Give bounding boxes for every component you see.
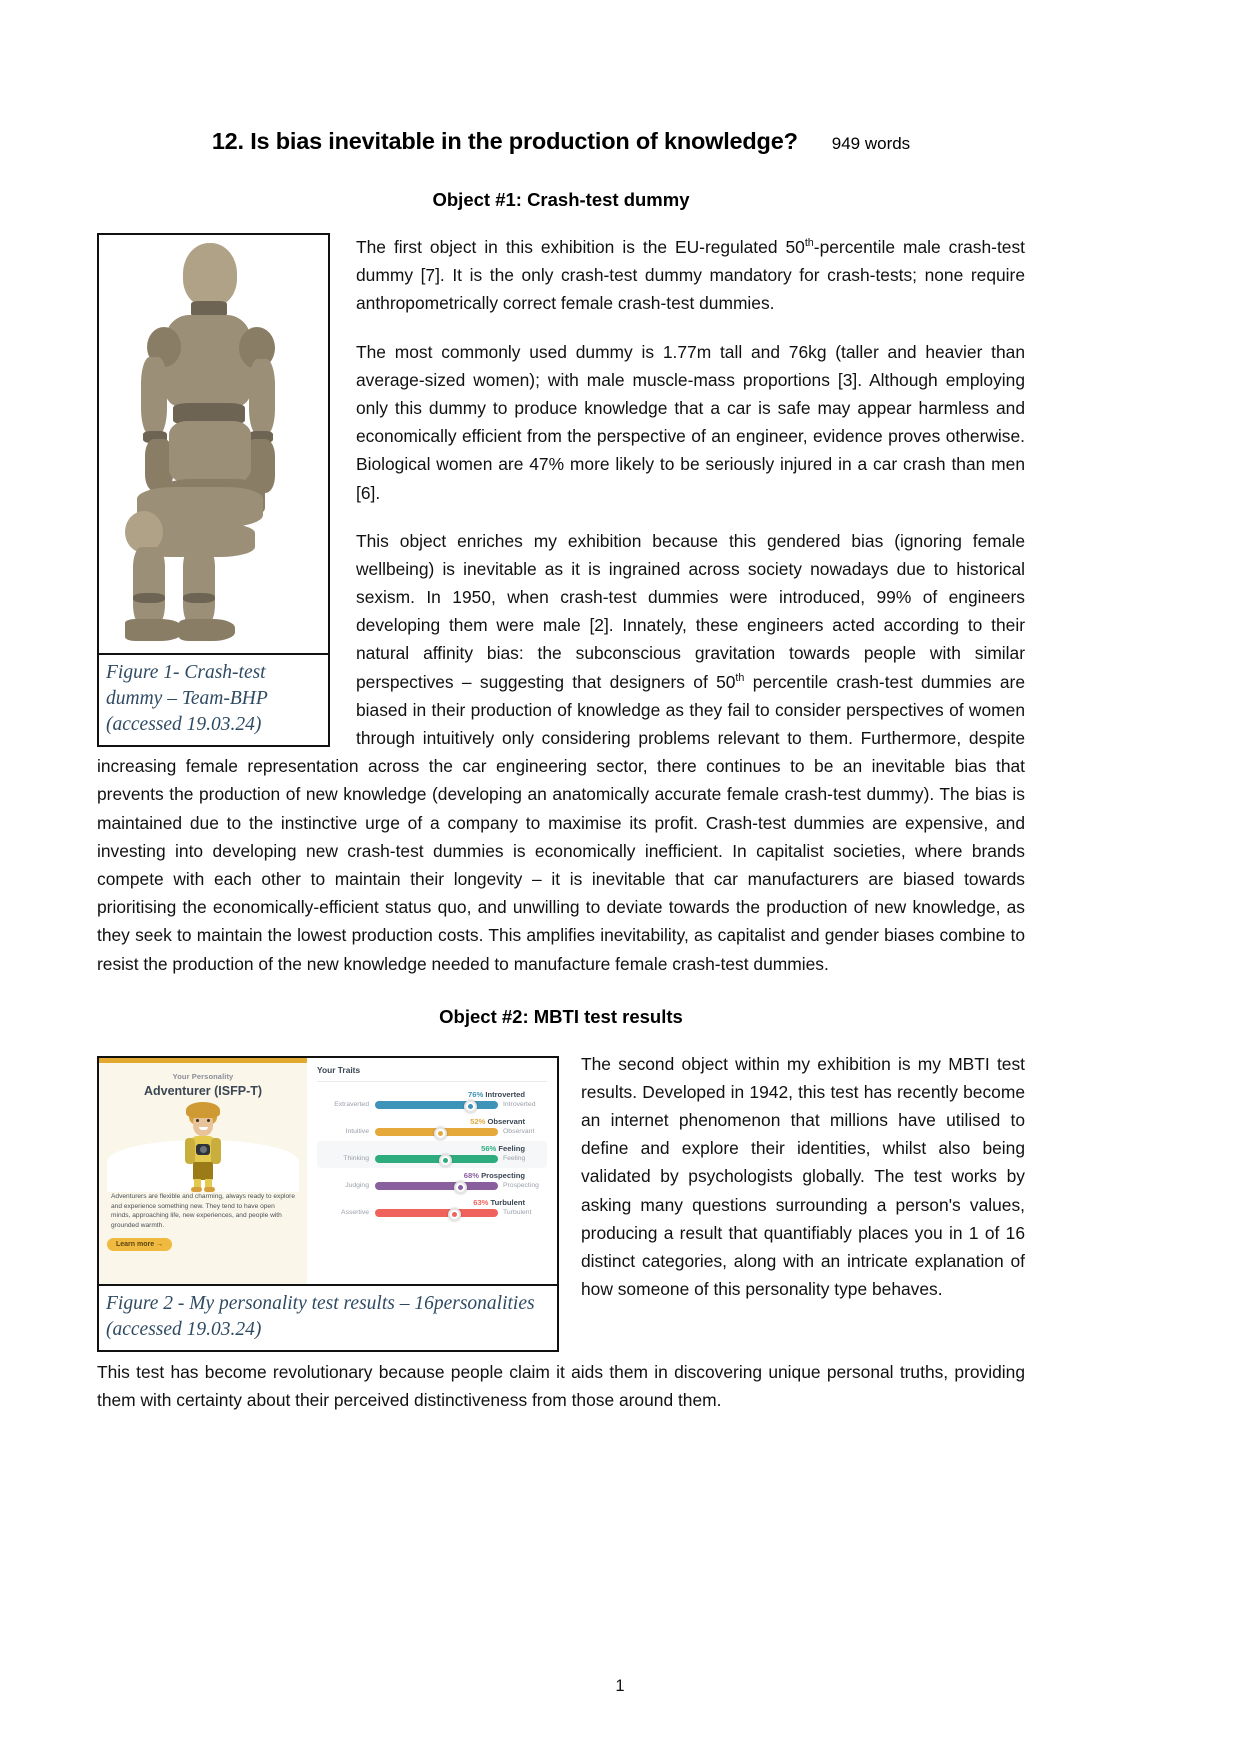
trait-slider-knob[interactable] xyxy=(434,1127,447,1140)
trait-left-label: Thinking xyxy=(343,1155,369,1163)
ordinal-suffix-1: th xyxy=(804,237,814,250)
paragraph-3-part-b: percentile crash-test dummies are biased in their production of knowledge as they fail to consider perspectives of women through intuitively only considering problems relevant to them. Furthermore, despite increasing female representation across the car engineering sector, there continues to be an inevitable bias that prevents the production of new knowledge (developing an anatomically accurate female crash-test dummy). The bias is maintained due to the instinctive urge of a company to maximise its profit. Crash-test dummies are expensive, and investing into developing new crash-test dummies is economically inefficient. In capitalist societies, where brands compete with each other to maintain their longevity – it is inevitable that car manufacturers are biased towards prioritising the economically-efficient status quo, and unwilling to deviate towards the production of new knowledge, as they seek to maintain the lowest production costs. This amplifies inevitability, as capitalist and gender biases combine to resist the production of the new knowledge needed to manufacture female crash-test dummies. xyxy=(97,671,1025,974)
ordinal-suffix-2: th xyxy=(735,671,745,684)
traits-list xyxy=(317,1087,547,1222)
trait-percent-label: Turbulent xyxy=(490,1197,525,1207)
trait-percent-value: 76% xyxy=(468,1089,486,1099)
mbti-screenshot xyxy=(99,1058,557,1286)
trait-percent-label: Prospecting xyxy=(481,1170,525,1180)
paragraph-3-part-a: This object enriches my exhibition because this gendered bias (ignoring female wellbeing) is inevitable as it is ingrained across society nowadays due to historical sexism. In 1950, when crash-test dummies were introduced, 99% of engineers developing them were male [2]. Innately, these engineers acted according to their natural affinity bias: the subconscious gravitation towards people with similar perspectives – suggesting that designers of 50 xyxy=(356,530,1025,692)
trait-left-label: Assertive xyxy=(341,1209,369,1217)
trait-percent-label: Feeling xyxy=(498,1143,525,1153)
trait-percent-readout xyxy=(317,1198,547,1207)
trait-right-label: Introverted xyxy=(503,1101,536,1109)
trait-percent-value: 63% xyxy=(473,1197,491,1207)
page-number: 1 xyxy=(615,1677,625,1695)
trait-row xyxy=(317,1141,547,1168)
trait-left-label: Intuitive xyxy=(345,1128,369,1136)
trait-percent-readout xyxy=(317,1117,547,1126)
paragraph-1-part-a: The first object in this exhibition is the EU-regulated 50 xyxy=(356,237,805,257)
paragraph-4: The second object within my exhibition is my MBTI test results. Developed in 1942, this test has recently become an internet phenomenon that millions have utilised to define and explore their identities, whilst also being validated by psychologists globally. The test works by asking many questions surrounding a person's values, producing a result that quantifiably places you in 1 of 16 distinct categories, along with an intricate explanation of how someone of this personality type behaves. xyxy=(581,1053,1025,1300)
trait-slider[interactable] xyxy=(375,1209,498,1217)
word-count: 949 words xyxy=(831,134,911,153)
dummy-illustration xyxy=(99,235,328,653)
trait-slider-knob[interactable] xyxy=(439,1154,452,1167)
figure-2 xyxy=(97,1056,559,1352)
page-title: 12. Is bias inevitable in the production of knowledge? xyxy=(211,128,798,154)
trait-slider[interactable] xyxy=(375,1182,498,1190)
trait-percent-label: Observant xyxy=(487,1116,525,1126)
learn-more-button[interactable]: Learn more → xyxy=(107,1238,172,1251)
trait-slider-knob[interactable] xyxy=(448,1208,461,1221)
trait-percent-value: 52% xyxy=(470,1116,488,1126)
trait-left-label: Judging xyxy=(345,1182,369,1190)
mbti-avatar xyxy=(107,1100,299,1192)
trait-row xyxy=(317,1114,547,1141)
mbti-kicker-label: Your Personality xyxy=(172,1071,234,1081)
paragraph-1-part-b: -percentile male crash-test dummy [7]. It is the only crash-test dummy mandatory for crash-tests; none require anthropometrically correct female crash-test dummies. xyxy=(356,237,1025,314)
crash-test-dummy-image xyxy=(99,235,328,655)
trait-percent-value: 56% xyxy=(481,1143,499,1153)
trait-row xyxy=(317,1087,547,1114)
section-heading-object-1: Object #1: Crash-test dummy xyxy=(432,189,690,210)
paragraph-2: The most commonly used dummy is 1.77m tall and 76kg (taller and heavier than average-sized women); with male muscle-mass proportions [3]. Although employing only this dummy to produce knowledge that a car is safe may appear harmless and economically efficient from the perspective of an engineer, evidence proves otherwise. Biological women are 47% more likely to be seriously injured in a car crash than men [6]. xyxy=(356,341,1025,503)
trait-percent-readout xyxy=(317,1171,547,1180)
traits-panel-title: Your Traits xyxy=(317,1065,547,1082)
trait-row xyxy=(317,1195,547,1222)
trait-right-label: Feeling xyxy=(503,1155,526,1163)
document-title-row xyxy=(97,128,1025,155)
trait-slider[interactable] xyxy=(375,1155,498,1163)
trait-slider[interactable] xyxy=(375,1101,498,1109)
trait-percent-readout xyxy=(317,1090,547,1099)
trait-slider-knob[interactable] xyxy=(464,1100,477,1113)
paragraph-5: This test has become revolutionary because people claim it aids them in discovering unique personal truths, providing them with certainty about their perceived distinctiveness from those around them. xyxy=(97,1361,1025,1411)
section-heading-object-2: Object #2: MBTI test results xyxy=(439,1005,683,1027)
figure-1 xyxy=(97,233,330,747)
trait-percent-readout xyxy=(317,1144,547,1153)
trait-slider-knob[interactable] xyxy=(454,1181,467,1194)
trait-slider[interactable] xyxy=(375,1128,498,1136)
mbti-description: Adventurers are flexible and charming, always ready to explore and experience something new. They tend to have open minds, approaching life, new experiences, and people with grounded warmth. xyxy=(111,1192,295,1230)
trait-percent-label: Introverted xyxy=(485,1089,525,1099)
mbti-traits-panel xyxy=(307,1058,557,1284)
mbti-personality-panel xyxy=(99,1058,307,1284)
figure-2-caption: Figure 2 - My personality test results – 16personalities (accessed 19.03.24) xyxy=(106,1292,535,1340)
figure-1-caption: Figure 1- Crash-test dummy – Team-BHP (accessed 19.03.24) xyxy=(106,662,268,736)
trait-percent-value: 68% xyxy=(463,1170,482,1180)
trait-right-label: Prospecting xyxy=(503,1182,539,1190)
trait-row xyxy=(317,1168,547,1195)
trait-right-label: Observant xyxy=(503,1128,535,1136)
page-content xyxy=(97,128,1025,1414)
mbti-type-name: Adventurer (ISFP-T) xyxy=(143,1083,263,1098)
trait-right-label: Turbulent xyxy=(503,1209,532,1217)
trait-left-label: Extraverted xyxy=(334,1101,369,1109)
